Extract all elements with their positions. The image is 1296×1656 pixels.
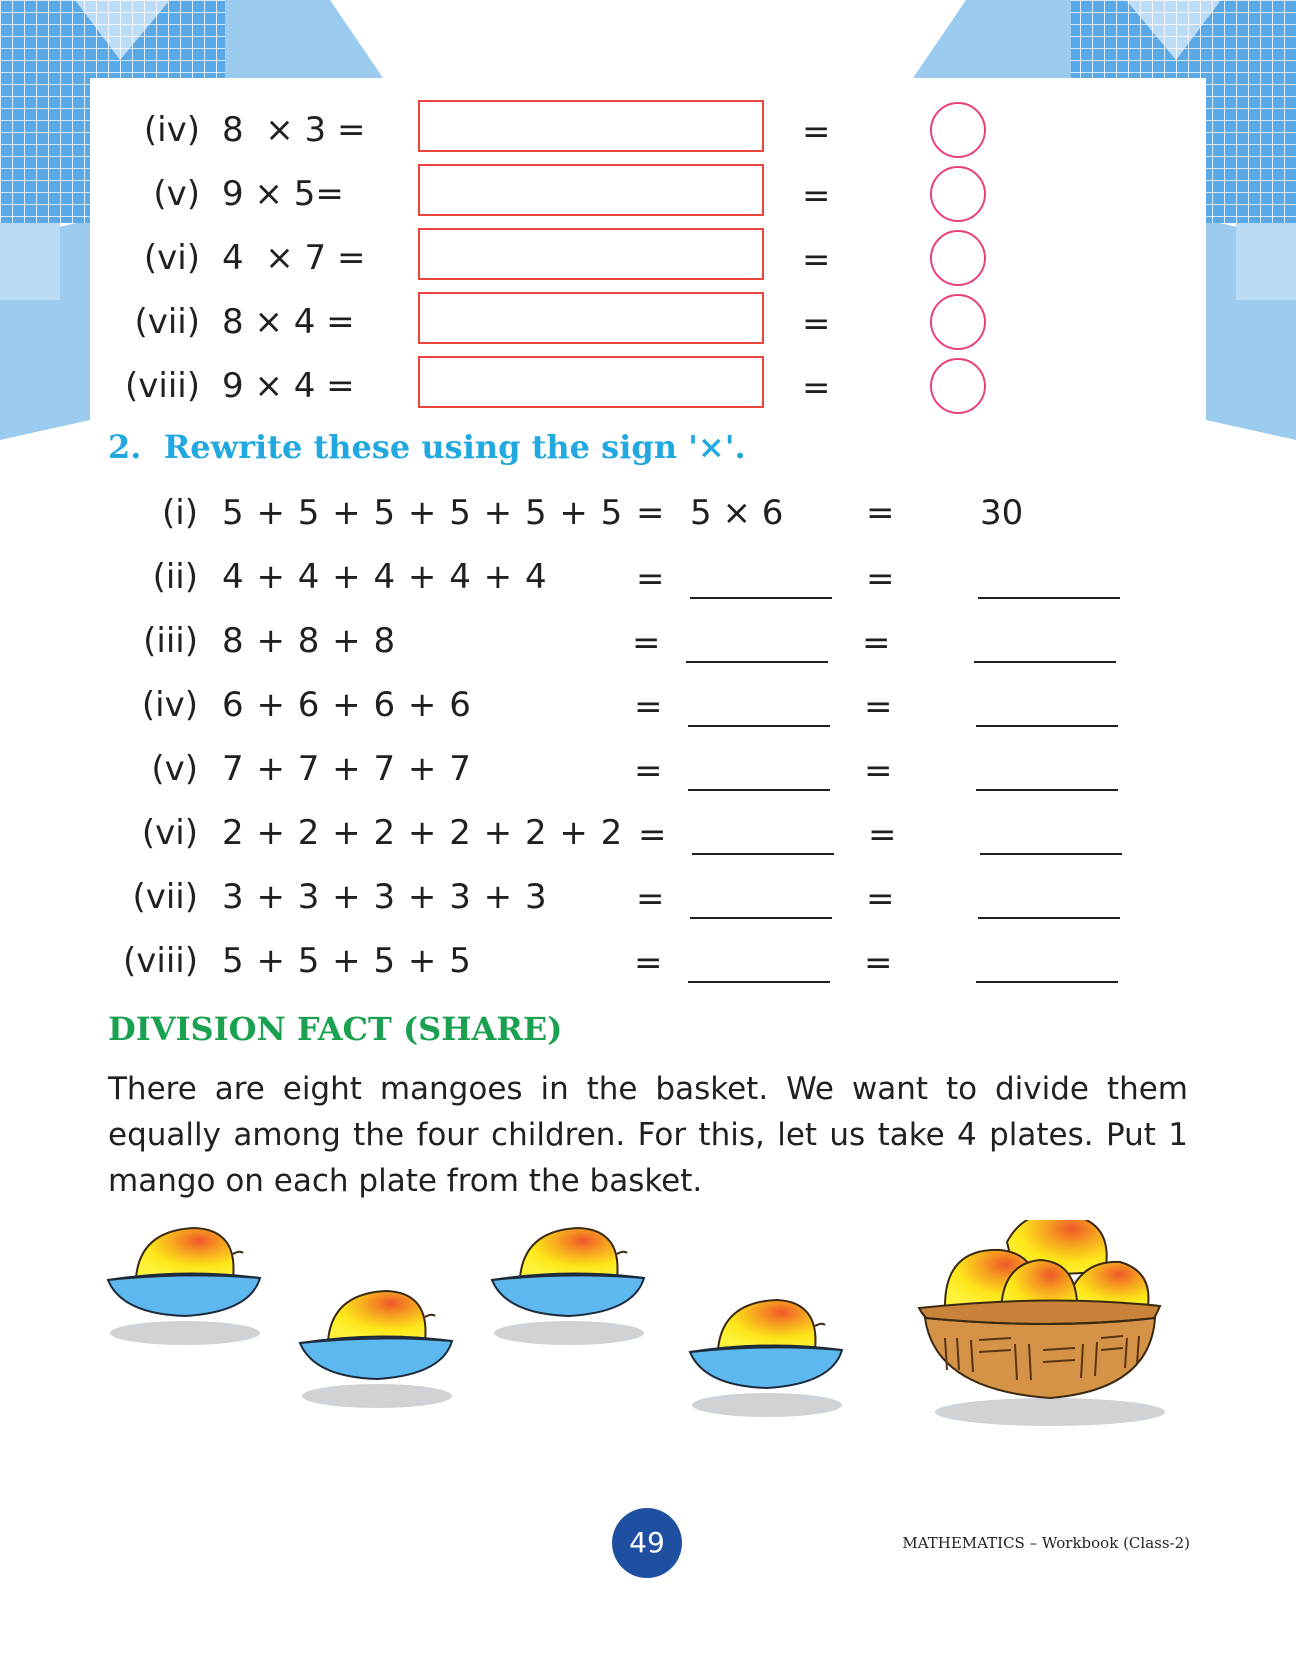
product-blank[interactable] (688, 981, 830, 983)
question-2-title: 2. Rewrite these using the sign '×'. (108, 428, 746, 466)
mango-basket (919, 1220, 1165, 1426)
product-blank[interactable] (688, 725, 830, 727)
answer-circle[interactable] (930, 358, 986, 414)
equals-sign: = (636, 493, 665, 533)
product-blank[interactable] (688, 789, 830, 791)
answer-circle[interactable] (930, 102, 986, 158)
equals-sign: = (634, 687, 663, 727)
row-expression: 5 + 5 + 5 + 5 + 5 + 5 (222, 493, 624, 533)
product-blank[interactable] (690, 597, 832, 599)
equals-sign: = (862, 623, 891, 663)
row-expression: 8 + 8 + 8 (222, 621, 397, 661)
product-value: 5 × 6 (690, 493, 784, 533)
plate-with-mango (690, 1300, 842, 1417)
row-expression: 5 + 5 + 5 + 5 (222, 941, 472, 981)
equals-sign: = (634, 943, 663, 983)
row-expression: 2 + 2 + 2 + 2 + 2 + 2 (222, 813, 624, 853)
result-blank[interactable] (974, 661, 1116, 663)
equals-sign: = (864, 687, 893, 727)
equals-sign: = (636, 559, 665, 599)
row-label: (viii) (123, 941, 198, 981)
equals-sign: = (864, 751, 893, 791)
product-blank[interactable] (692, 853, 834, 855)
row-expression: 9 × 4 = (222, 366, 355, 406)
row-label: (iv) (141, 685, 198, 725)
plate-with-mango (492, 1228, 644, 1345)
row-label: (vi) (143, 238, 200, 278)
row-expression: 8 × 4 = (222, 302, 355, 342)
result-blank[interactable] (978, 917, 1120, 919)
plate-with-mango (108, 1228, 260, 1345)
row-label: (iv) (143, 110, 200, 150)
result-blank[interactable] (976, 725, 1118, 727)
answer-box[interactable] (418, 292, 764, 344)
equals-sign: = (866, 879, 895, 919)
equals-sign: = (866, 493, 895, 533)
answer-box[interactable] (418, 100, 764, 152)
division-section-title: DIVISION FACT (SHARE) (108, 1010, 563, 1048)
answer-circle[interactable] (930, 166, 986, 222)
row-expression: 3 + 3 + 3 + 3 + 3 (222, 877, 548, 917)
result-value: 30 (980, 493, 1024, 533)
equals-sign: = (802, 304, 831, 344)
book-footer: MATHEMATICS – Workbook (Class-2) (902, 1534, 1190, 1552)
product-blank[interactable] (690, 917, 832, 919)
answer-box[interactable] (418, 228, 764, 280)
equals-sign: = (636, 879, 665, 919)
row-expression: 8 × 3 = (222, 110, 366, 150)
row-expression: 6 + 6 + 6 + 6 (222, 685, 472, 725)
answer-circle[interactable] (930, 294, 986, 350)
row-label: (v) (151, 749, 198, 789)
row-expression: 7 + 7 + 7 + 7 (222, 749, 472, 789)
row-label: (vi) (141, 813, 198, 853)
equals-sign: = (634, 751, 663, 791)
row-label: (vii) (134, 302, 200, 342)
row-expression: 9 × 5= (222, 174, 344, 214)
equals-sign: = (868, 815, 897, 855)
answer-circle[interactable] (930, 230, 986, 286)
page-number-badge: 49 (612, 1508, 682, 1578)
product-blank[interactable] (686, 661, 828, 663)
answer-box[interactable] (418, 356, 764, 408)
result-blank[interactable] (976, 789, 1118, 791)
row-label: (i) (162, 493, 198, 533)
row-label: (v) (153, 174, 200, 214)
equals-sign: = (632, 623, 661, 663)
plate-with-mango (300, 1291, 452, 1408)
result-blank[interactable] (976, 981, 1118, 983)
equals-sign: = (802, 176, 831, 216)
mango-plates-illustration (100, 1220, 1180, 1440)
equals-sign: = (802, 240, 831, 280)
equals-sign: = (802, 112, 831, 152)
equals-sign: = (866, 559, 895, 599)
row-label: (vii) (132, 877, 198, 917)
equals-sign: = (802, 368, 831, 408)
row-expression: 4 + 4 + 4 + 4 + 4 (222, 557, 548, 597)
row-label: (viii) (125, 366, 200, 406)
result-blank[interactable] (978, 597, 1120, 599)
result-blank[interactable] (980, 853, 1122, 855)
equals-sign: = (864, 943, 893, 983)
row-expression: 4 × 7 = (222, 238, 366, 278)
equals-sign: = (638, 815, 667, 855)
row-label: (ii) (152, 557, 198, 597)
answer-box[interactable] (418, 164, 764, 216)
row-label: (iii) (143, 621, 198, 661)
division-paragraph: There are eight mangoes in the basket. We want to divide them equally among the four children. For this, let us take 4 plates. Put 1 mango on each plate from the basket. (108, 1071, 1188, 1199)
